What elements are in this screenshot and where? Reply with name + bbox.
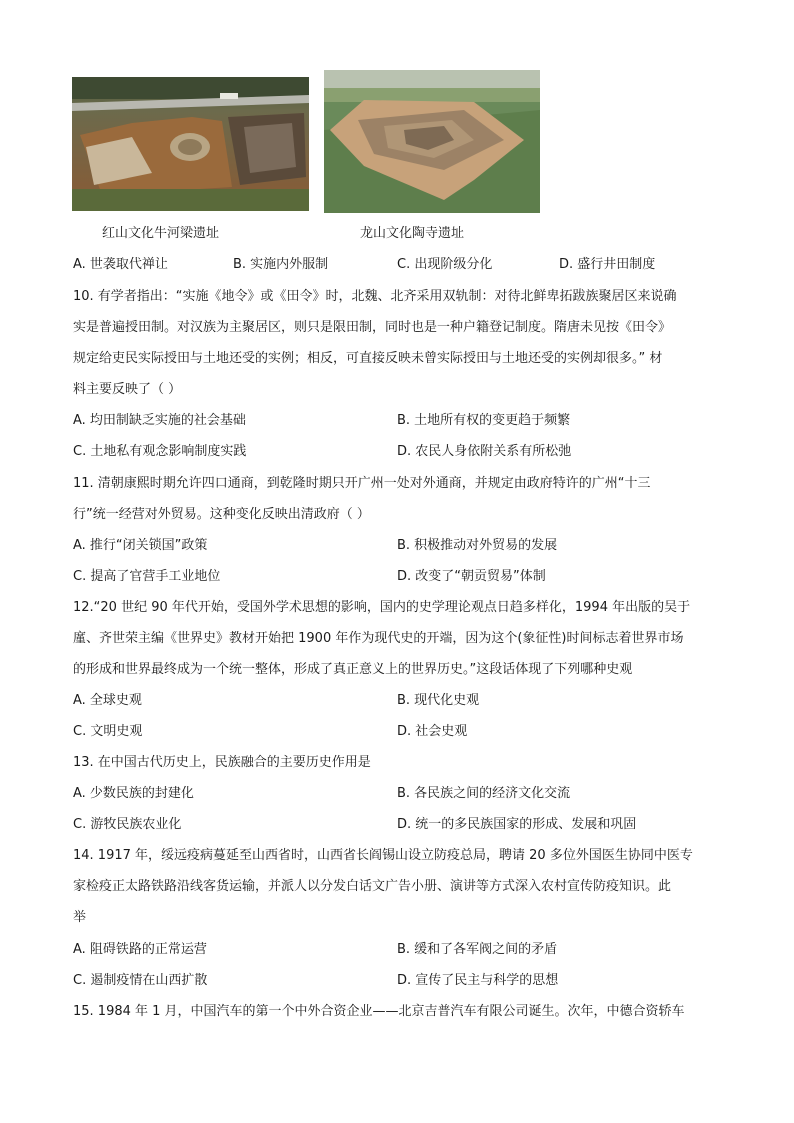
q11-option-b[interactable]: B. 积极推动对外贸易的发展: [397, 538, 558, 553]
image-caption-taosi: 龙山文化陶寺遗址: [360, 226, 465, 241]
q14-option-c[interactable]: C. 遏制疫情在山西扩散: [73, 973, 208, 988]
q11-text-line: 11. 清朝康熙时期允许四口通商，到乾隆时期只开广州一处对外通商，并规定由政府特许的广州“十三: [73, 476, 651, 491]
q13-option-c[interactable]: C. 游牧民族农业化: [73, 817, 182, 832]
q10-option-c[interactable]: C. 土地私有观念影响制度实践: [73, 444, 247, 459]
q11-text-line: 行”统一经营对外贸易。这种变化反映出清政府（ ）: [73, 507, 370, 522]
q13-option-a[interactable]: A. 少数民族的封建化: [73, 786, 194, 801]
q14-option-d[interactable]: D. 宣传了民主与科学的思想: [397, 973, 559, 988]
q12-option-c[interactable]: C. 文明史观: [73, 724, 143, 739]
q14-option-a[interactable]: A. 阻碍铁路的正常运营: [73, 942, 207, 957]
q15-text-line: 15. 1984 年 1 月，中国汽车的第一个中外合资企业——北京吉普汽车有限公司诞生。次年，中德合资轿车: [73, 1004, 685, 1019]
q11-option-c[interactable]: C. 提高了官营手工业地位: [73, 569, 221, 584]
q11-option-a[interactable]: A. 推行“闭关锁国”政策: [73, 538, 208, 553]
hongshan-site-image: [72, 77, 309, 211]
q10-option-b[interactable]: B. 土地所有权的变更趋于频繁: [397, 413, 571, 428]
q10-text-line: 实是普遍授田制。对汉族为主聚居区，则只是限田制，同时也是一种户籍登记制度。隋唐未见按《田令》: [73, 320, 672, 335]
q12-option-d[interactable]: D. 社会史观: [397, 724, 468, 739]
q12-option-b[interactable]: B. 现代化史观: [397, 693, 480, 708]
q10-text-line: 料主要反映了（ ）: [73, 382, 182, 397]
q12-text-line: 廑、齐世荣主编《世界史》教材开始把 1900 年作为现代史的开端，因为这个(象征性)时间标志着世界市场: [73, 631, 684, 646]
q10-option-a[interactable]: A. 均田制缺乏实施的社会基础: [73, 413, 246, 428]
q13-option-b[interactable]: B. 各民族之间的经济文化交流: [397, 786, 571, 801]
q9-option-d[interactable]: D. 盛行井田制度: [559, 257, 656, 272]
q14-option-b[interactable]: B. 缓和了各军阀之间的矛盾: [397, 942, 558, 957]
q14-text-line: 举: [73, 910, 87, 925]
q10-text-line: 规定给吏民实际授田与土地还受的实例；相反，可直接反映未曾实际授田与土地还受的实例却很多。” 材: [73, 351, 663, 366]
q10-option-d[interactable]: D. 农民人身依附关系有所松弛: [397, 444, 572, 459]
q13-option-d[interactable]: D. 统一的多民族国家的形成、发展和巩固: [397, 817, 637, 832]
q14-text-line: 14. 1917 年，绥远疫病蔓延至山西省时，山西省长阎锡山设立防疫总局，聘请 20 多位外国医生协同中医专: [73, 848, 693, 863]
taosi-site-photo: [324, 70, 540, 213]
q14-text-line: 家检疫正太路铁路沿线客货运输，并派人以分发白话文广告小册、演讲等方式深入农村宣传防疫知识。此: [73, 879, 672, 894]
q12-option-a[interactable]: A. 全球史观: [73, 693, 142, 708]
q9-option-c[interactable]: C. 出现阶级分化: [397, 257, 493, 272]
image-caption-hongshan: 红山文化牛河梁遗址: [102, 226, 220, 241]
taosi-site-image: [324, 70, 540, 213]
q12-text-line: 的形成和世界最终成为一个统一整体，形成了真正意义上的世界历史。”这段话体现了下列哪种史观: [73, 662, 633, 677]
q10-text-line: 10. 有学者指出：“实施《地令》或《田令》时，北魏、北齐采用双轨制：对待北鲜卑拓跋族聚居区来说确: [73, 289, 677, 304]
q11-option-d[interactable]: D. 改变了“朝贡贸易”体制: [397, 569, 546, 584]
q13-text-line: 13. 在中国古代历史上，民族融合的主要历史作用是: [73, 755, 371, 770]
q12-text-line: 12.“20 世纪 90 年代开始，受国外学术思想的影响，国内的史学理论观点日趋多样化，1994 年出版的吴于: [73, 600, 691, 615]
q9-option-b[interactable]: B. 实施内外服制: [233, 257, 329, 272]
hongshan-site-photo: [72, 77, 309, 211]
q9-option-a[interactable]: A. 世袭取代禅让: [73, 257, 168, 272]
